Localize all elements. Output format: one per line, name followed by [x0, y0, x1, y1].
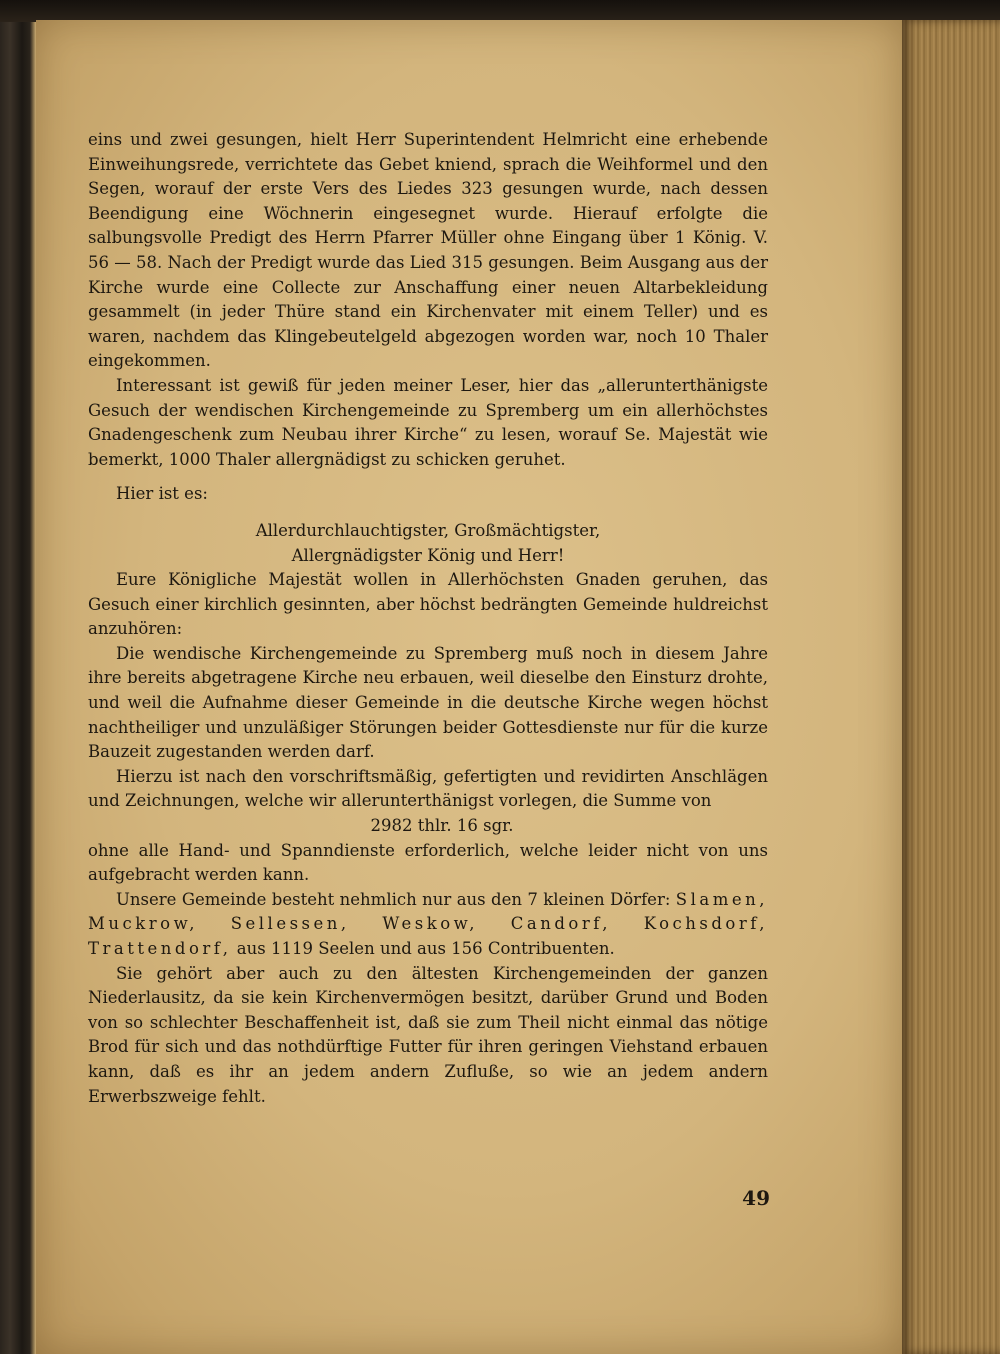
- amount-line: 2982 thlr. 16 sgr.: [370, 816, 514, 836]
- letter-paragraph-3: Hierzu ist nach den vorschriftsmäßig, gefertigten und revidirten Anschlägen und Zeichnungen, welche wir allerunterthänigst vorlegen, die Summe von: [88, 766, 768, 811]
- paragraph-2: Interessant ist gewiß für jeden meiner Leser, hier das „allerunterthänigste Gesuch der wendischen Kirchengemeinde zu Spremberg um ein allerhöchstes Gnadengeschenk zum Neubau ihrer Kirche“ zu lesen, worauf Se. Majestät wie bemerkt, 1000 Thaler allergnädigst zu schicken geruhet.: [88, 375, 768, 469]
- after-amount: ohne alle Hand- und Spanndienste erforderlich, welche leider nicht von uns aufgebracht werden kann.: [88, 840, 768, 885]
- top-shadow: [0, 0, 1000, 22]
- letter-paragraph-1: Eure Königliche Majestät wollen in Allerhöchsten Gnaden geruhen, das Gesuch einer kirchlich gesinnten, aber höchst bedrängten Gemeinde huldreichst anzuhören:: [88, 570, 768, 639]
- salutation-line-2: Allergnädigster König und Herr!: [291, 545, 565, 565]
- salutation: [88, 519, 768, 568]
- salutation-line-1: Allerdurchlauchtigster, Großmächtigster,: [255, 520, 601, 540]
- paragraph-1: eins und zwei gesungen, hielt Herr Superintendent Helmricht eine erhebende Einweihungsrede, verrichtete das Gebet kniend, sprach die Weihformel und den Segen, worauf der erste Vers des Liedes 323 gesungen wurde, nach dessen Beendigung eine Wöchnerin eingesegnet wurde. Hierauf erfolgte die salbungsvolle Predigt des Herrn Pfarrer Müller ohne Eingang über 1 König. V. 56 — 58. Nach der Predigt wurde das Lied 315 gesungen. Beim Ausgang aus der Kirche wurde eine Collecte zur Anschaffung einer neuen Altarbekleidung gesammelt (in jeder Thüre stand ein Kirchenvater mit einem Teller) und es waren, nachdem das Klingebeutelgeld abgezogen worden war, noch 10 Thaler eingekommen.: [88, 130, 768, 371]
- paragraph-3: Hier ist es:: [116, 484, 208, 504]
- page-edge-stack: [902, 20, 1000, 1354]
- villages-outro: aus 1119 Seelen und aus 156 Contribuenten.: [236, 939, 615, 958]
- villages-paragraph: [88, 888, 768, 962]
- villages-intro: Unsere Gemeinde besteht nehmlich nur aus den 7 kleinen Dörfer:: [116, 889, 671, 909]
- last-paragraph: Sie gehört aber auch zu den ältesten Kirchengemeinden der ganzen Niederlausitz, da sie kein Kirchenvermögen besitzt, darüber Grund und Boden von so schlechter Beschaffenheit ist, daß sie zum Theil nicht einmal das nötige Brod für sich und das nothdürftige Futter für ihren geringen Viehstand erbauen kann, daß es ihr an jedem andern Zufluße, so wie an jedem andern Erwerbszweige fehlt.: [88, 963, 768, 1106]
- page-text: [88, 128, 768, 1109]
- letter-paragraph-2: Die wendische Kirchengemeinde zu Spremberg muß noch in diesem Jahre ihre bereits abgetragene Kirche neu erbauen, weil dieselbe den Einsturz drohte, und weil die Aufnahme dieser Gemeinde in die deutsche Kirche wegen höchst nachtheiliger und unzuläßiger Störungen beider Gottesdienste nur für die kurze Bauzeit zugestanden werden darf.: [88, 643, 768, 762]
- page-number: 49: [742, 1186, 770, 1210]
- villages-list: Slamen, Muckrow, Sellessen, Weskow, Candorf, Kochsdorf, Trattendorf,: [88, 889, 768, 958]
